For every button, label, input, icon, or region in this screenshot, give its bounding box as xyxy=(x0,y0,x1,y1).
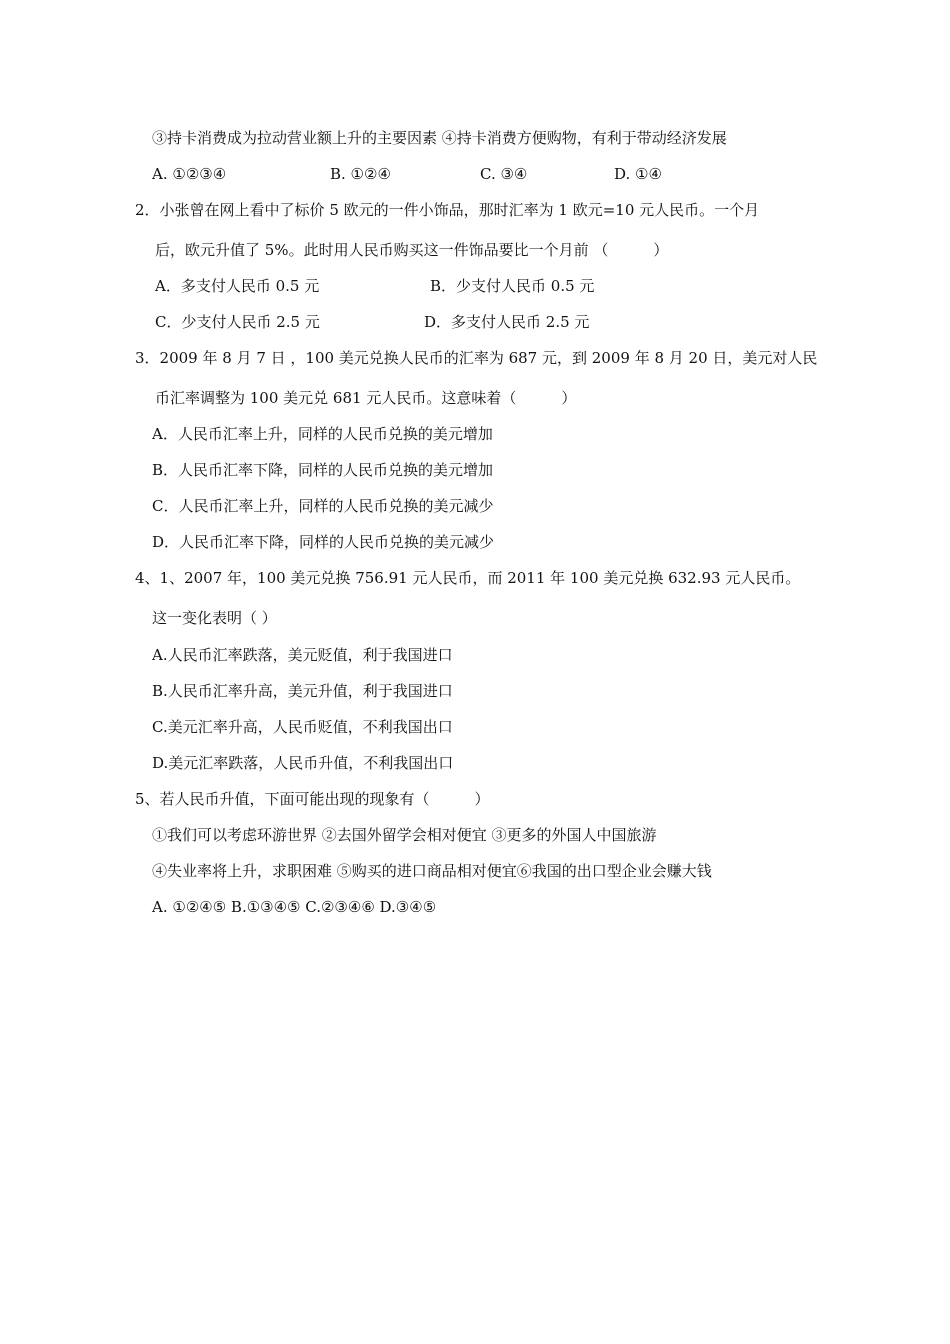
q1-option-b: B. ①②④ xyxy=(330,165,391,183)
q3-option-c: C．人民币汇率上升，同样的人民币兑换的美元减少 xyxy=(152,497,494,515)
q1-option-d: D. ①④ xyxy=(614,165,662,183)
q3-stem-line1: 3．2009 年 8 月 7 日 ，100 美元兑换人民币的汇率为 687 元，到 2009 年 8 月 20 日，美元对人民 xyxy=(135,349,818,367)
q5-items-line1: ①我们可以考虑环游世界 ②去国外留学会相对便宜 ③更多的外国人中国旅游 xyxy=(152,826,657,844)
q4-option-d: D.美元汇率跌落，人民币升值，不利我国出口 xyxy=(152,754,454,772)
q5-items-line2: ④失业率将上升，求职困难 ⑤购买的进口商品相对便宜⑥我国的出口型企业会赚大钱 xyxy=(152,862,712,880)
q4-option-c: C.美元汇率升高，人民币贬值，不利我国出口 xyxy=(152,718,453,736)
q1-option-c: C. ③④ xyxy=(480,165,528,183)
q2-stem-line1: 2．小张曾在网上看中了标价 5 欧元的一件小饰品，那时汇率为 1 欧元=10 元人民币。一个月 xyxy=(135,201,760,219)
q5-options: A. ①②④⑤ B.①③④⑤ C.②③④⑥ D.③④⑤ xyxy=(152,898,437,916)
q1-option-a: A. ①②③④ xyxy=(152,165,227,183)
q3-option-b: B．人民币汇率下降，同样的人民币兑换的美元增加 xyxy=(152,461,494,479)
q4-stem-line2: 这一变化表明（ ） xyxy=(152,609,277,627)
q4-option-a: A.人民币汇率跌落，美元贬值，利于我国进口 xyxy=(152,646,453,664)
q2-option-d: D．多支付人民币 2.5 元 xyxy=(424,313,590,331)
q1-statement: ③持卡消费成为拉动营业额上升的主要因素 ④持卡消费方便购物，有利于带动经济发展 xyxy=(152,129,727,147)
q2-option-c: C．少支付人民币 2.5 元 xyxy=(155,313,320,331)
q5-stem: 5、若人民币升值，下面可能出现的现象有（ ） xyxy=(135,790,490,808)
q4-option-b: B.人民币汇率升高，美元升值，利于我国进口 xyxy=(152,682,453,700)
q3-stem-line2: 币汇率调整为 100 美元兑 681 元人民币。这意味着（ ） xyxy=(155,389,577,407)
q3-option-d: D．人民币汇率下降，同样的人民币兑换的美元减少 xyxy=(152,533,495,551)
q2-option-b: B．少支付人民币 0.5 元 xyxy=(430,277,595,295)
q3-option-a: A．人民币汇率上升，同样的人民币兑换的美元增加 xyxy=(152,425,493,443)
q4-stem-line1: 4、1、2007 年，100 美元兑换 756.91 元人民币，而 2011 年 100 美元兑换 632.93 元人民币。 xyxy=(135,569,801,587)
q2-option-a: A．多支付人民币 0.5 元 xyxy=(155,277,320,295)
q2-stem-line2: 后，欧元升值了 5%。此时用人民币购买这一件饰品要比一个月前 （ ） xyxy=(155,241,669,259)
